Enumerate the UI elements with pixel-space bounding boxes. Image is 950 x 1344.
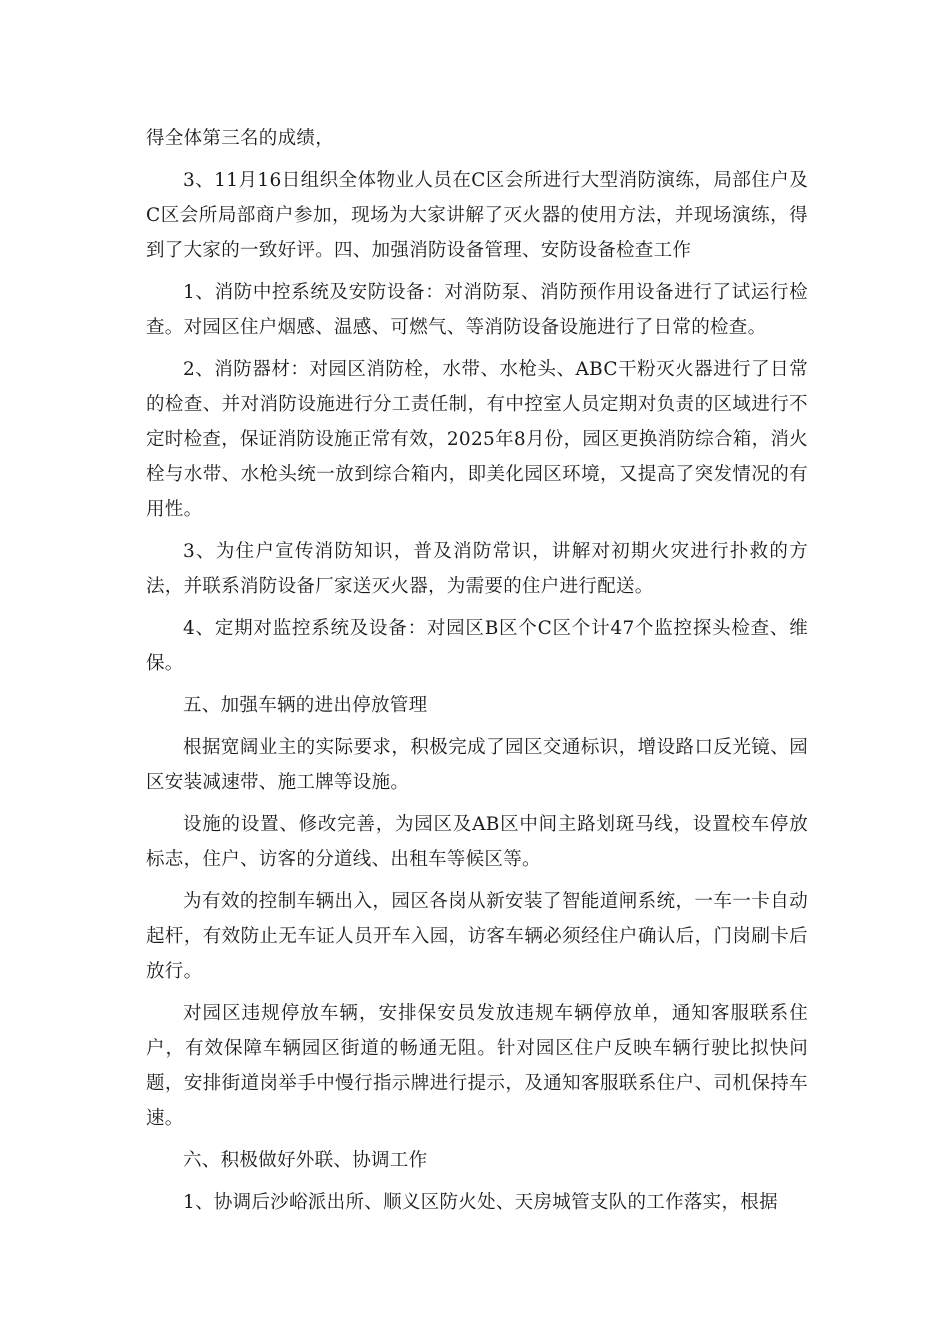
document-body [146,121,808,1227]
paragraph: 4、定期对监控系统及设备：对园区B区个C区个计47个监控探头检查、维保。 [146,618,808,674]
paragraph: 得全体第三名的成绩， [146,128,335,149]
paragraph: 设施的设置、修改完善，为园区及AB区中间主路划斑马线，设置校车停放标志，住户、访客的分道线、出租车等候区等。 [146,814,808,870]
paragraph: 为有效的控制车辆出入，园区各岗从新安装了智能道闸系统，一车一卡自动起杆，有效防止无车证人员开车入园，访客车辆必须经住户确认后，门岗刷卡后放行。 [146,891,808,982]
paragraph: 1、消防中控系统及安防设备：对消防泵、消防预作用设备进行了试运行检查。对园区住户烟感、温感、可燃气、等消防设备设施进行了日常的检查。 [146,282,808,338]
paragraph: 根据宽阔业主的实际要求，积极完成了园区交通标识，增设路口反光镜、园区安装减速带、施工牌等设施。 [146,737,808,793]
section-heading: 六、积极做好外联、协调工作 [183,1150,428,1171]
paragraph: 对园区违规停放车辆，安排保安员发放违规车辆停放单，通知客服联系住户，有效保障车辆园区街道的畅通无阻。针对园区住户反映车辆行驶比拟快问题，安排街道岗举手中慢行指示牌进行提示，及通知客服联系住户、司机保持车速。 [146,1003,808,1129]
paragraph: 3、11月16日组织全体物业人员在C区会所进行大型消防演练，局部住户及C区会所局部商户参加，现场为大家讲解了灭火器的使用方法，并现场演练，得到了大家的一致好评。四、加强消防设备管理、安防设备检查工作 [146,170,808,261]
paragraph: 2、消防器材：对园区消防栓，水带、水枪头、ABC干粉灭火器进行了日常的检查、并对消防设施进行分工责任制，有中控室人员定期对负责的区域进行不定时检查，保证消防设施正常有效，2025年8月份，园区更换消防综合箱，消火栓与水带、水枪头统一放到综合箱内，即美化园区环境，又提高了突发情况的有用性。 [146,359,808,520]
paragraph: 3、为住户宣传消防知识，普及消防常识，讲解对初期火灾进行扑救的方法，并联系消防设备厂家送灭火器，为需要的住户进行配送。 [146,541,808,597]
paragraph: 1、协调后沙峪派出所、顺义区防火处、天房城管支队的工作落实，根据 [183,1192,778,1213]
section-heading: 五、加强车辆的进出停放管理 [183,695,428,716]
